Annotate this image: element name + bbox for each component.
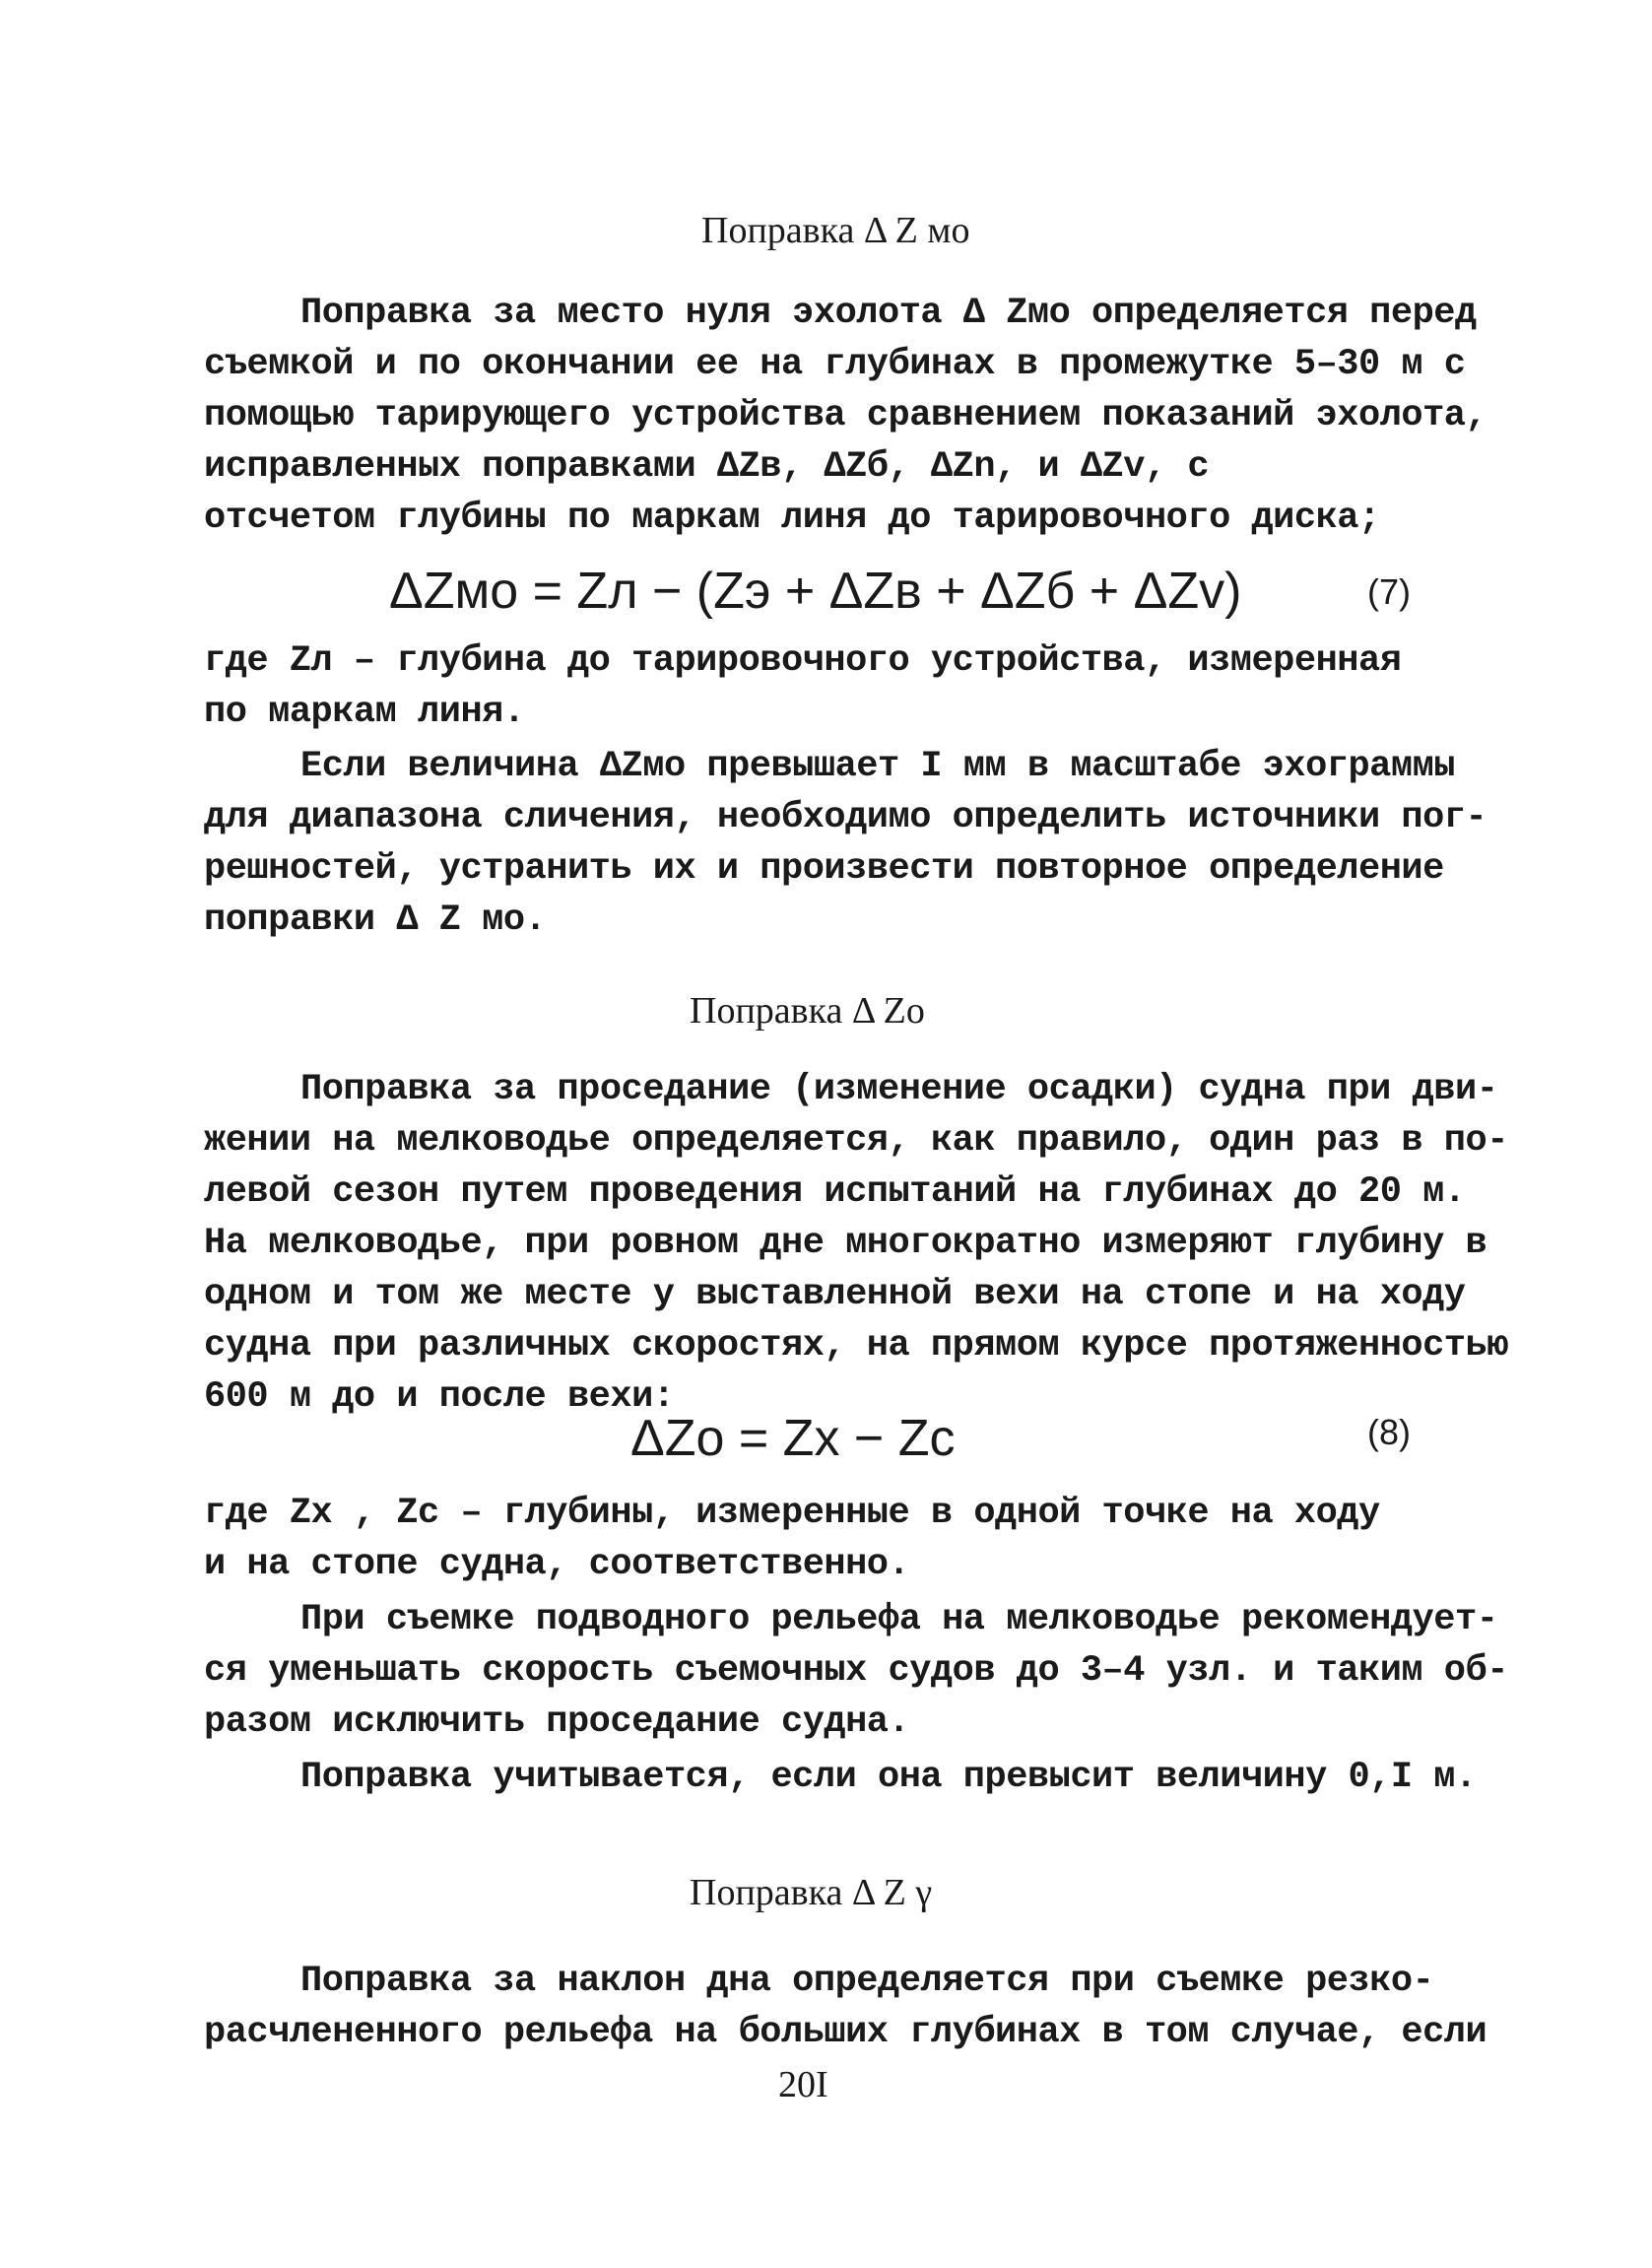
text-line: для диапазона сличения, необходимо определить источники пог- bbox=[204, 797, 1487, 838]
text-line: съемкой и по окончании ее на глубинах в промежутке 5–30 м с bbox=[204, 344, 1466, 385]
text-line: Поправка за наклон дна определяется при съемке резко- bbox=[300, 1961, 1434, 2002]
text-line: На мелководье, при ровном дне многократно измеряют глубину в bbox=[204, 1223, 1487, 1264]
text-line: Если величина ΔZмо превышает I мм в масштабе эхограммы bbox=[300, 746, 1455, 787]
text-line: Поправка за место нуля эхолота Δ Zмо определяется перед bbox=[300, 293, 1477, 334]
equation-number: (7) bbox=[1367, 571, 1411, 612]
text-line: Поправка учитывается, если она превысит величину 0,I м. bbox=[300, 1757, 1477, 1798]
text-line: исправленных поправками ΔZв, ΔZб, ΔZn, и ΔZv, с bbox=[204, 446, 1210, 488]
page-number: 20I bbox=[778, 2064, 828, 2105]
text-line: разом исключить проседание судна. bbox=[204, 1701, 910, 1743]
text-line: где Zл – глубина до тарировочного устройства, измеренная bbox=[204, 640, 1402, 682]
section-heading: Поправка Δ Z мо bbox=[701, 210, 970, 251]
text-line: ся уменьшать скорость съемочных судов до 3–4 узл. и таким об- bbox=[204, 1650, 1508, 1692]
text-line: поправки Δ Z мо. bbox=[204, 900, 547, 941]
text-line: расчлененного рельефа на больших глубинах в том случае, если bbox=[204, 2012, 1487, 2053]
text-line: решностей, устранить их и произвести повторное определение bbox=[204, 848, 1444, 890]
text-line: судна при различных скоростях, на прямом курсе протяженностью bbox=[204, 1325, 1508, 1367]
text-line: отсчетом глубины по маркам линя до тарировочного диска; bbox=[204, 498, 1380, 539]
text-line: где Zх , Zс – глубины, измеренные в одной точке на ходу bbox=[204, 1493, 1380, 1534]
text-line: помощью тарирующего устройства сравнением показаний эхолота, bbox=[204, 395, 1487, 436]
text-line: левой сезон путем проведения испытаний на глубинах до 20 м. bbox=[204, 1171, 1466, 1213]
text-line: жении на мелководье определяется, как правило, один раз в по- bbox=[204, 1120, 1508, 1162]
text-line: и на стопе судна, соответственно. bbox=[204, 1544, 910, 1585]
text-line: При съемке подводного рельефа на мелководье рекомендует- bbox=[300, 1599, 1498, 1640]
text-line: Поправка за проседание (изменение осадки) судна при дви- bbox=[300, 1069, 1498, 1110]
text-line: по маркам линя. bbox=[204, 692, 525, 733]
equation-number: (8) bbox=[1367, 1412, 1411, 1452]
text-line: 600 м до и после вехи: bbox=[204, 1376, 675, 1418]
text-line: одном и том же месте у выставленной вехи на стопе и на ходу bbox=[204, 1274, 1466, 1315]
section-heading: Поправка Δ Zо bbox=[690, 990, 925, 1032]
formula-7: ΔZмо = Zл − (Zэ + ΔZв + ΔZб + ΔZv) bbox=[389, 563, 1242, 620]
formula-8: ΔZо = Zх − Zс bbox=[630, 1410, 956, 1467]
section-heading: Поправка Δ Z γ bbox=[690, 1872, 933, 1913]
